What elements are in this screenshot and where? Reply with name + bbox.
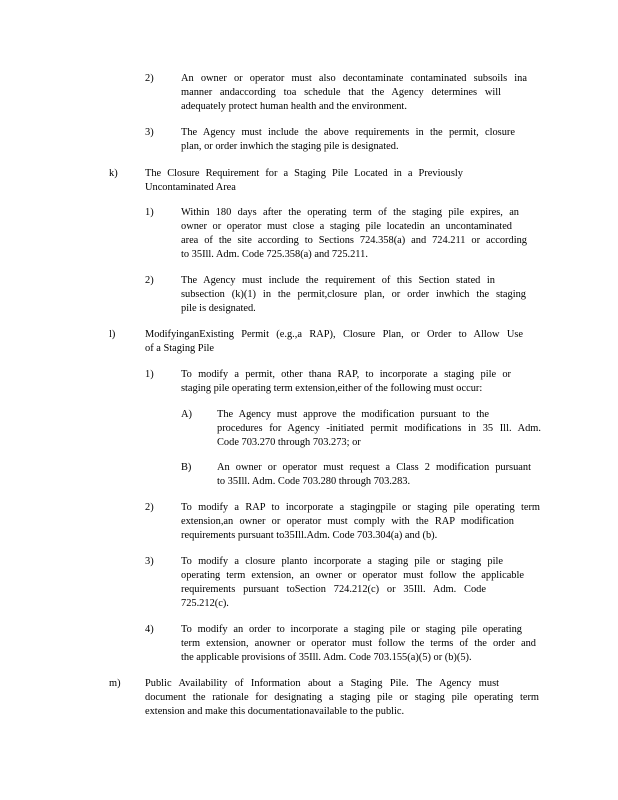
item-label: 2) (145, 275, 154, 286)
text-line: area of the site according to Sections 724.358(a) and 724.211 or according (181, 235, 527, 246)
paragraph (181, 368, 523, 396)
text-line: to 35Ill. Adm. Code 703.280 through 703.283. (217, 476, 411, 487)
section-label: l) (109, 329, 116, 340)
section-heading (145, 328, 523, 356)
text-line: adequately protect human health and the environment. (181, 101, 407, 112)
subitem-label: B) (181, 462, 192, 473)
text-line: extension,an owner or operator must comply with the RAP modification (181, 516, 514, 527)
text-line: An owner or operator must request a Class 2 modification pursuant (217, 462, 531, 473)
paragraph (217, 408, 541, 450)
text-line: term extension, anowner or operator must follow the terms of the order and (181, 638, 536, 649)
text-line: 725.212(c). (181, 598, 229, 609)
paragraph (181, 555, 524, 611)
text-line: To modify a permit, other thana RAP, to incorporate a staging pile or (181, 369, 511, 380)
text-line: subsection (k)(1) in the permit,closure plan, or order inwhich the staging (181, 289, 526, 300)
paragraph (181, 623, 536, 665)
text-line: The Agency must approve the modification pursuant to the (217, 409, 489, 420)
paragraph (217, 461, 531, 489)
text-line: The Agency must include the requirement of this Section stated in (181, 275, 495, 286)
text-line: Code 703.270 through 703.273; or (217, 437, 361, 448)
item-label: 2) (145, 73, 154, 84)
paragraph (145, 677, 539, 719)
text-line: extension and make this documentationavailable to the public. (145, 706, 405, 717)
section-label: k) (109, 168, 118, 179)
paragraph (181, 206, 527, 262)
text-line: plan, or order inwhich the staging pile is designated. (181, 141, 399, 152)
section-heading (145, 167, 463, 195)
paragraph (181, 126, 515, 154)
paragraph (181, 274, 526, 316)
section-label: m) (109, 678, 121, 689)
text-line: Within 180 days after the operating term of the staging pile expires, an (181, 207, 519, 218)
text-line: of a Staging Pile (145, 343, 214, 354)
text-line: The Agency must include the above requirements in the permit, closure (181, 127, 515, 138)
item-label: 2) (145, 502, 154, 513)
paragraph (181, 501, 540, 543)
text-line: Uncontaminated Area (145, 182, 236, 193)
subitem-label: A) (181, 409, 192, 420)
text-line: manner andaccording toa schedule that the Agency determines will (181, 87, 501, 98)
item-label: 1) (145, 207, 154, 218)
text-line: To modify an order to incorporate a staging pile or staging pile operating (181, 624, 522, 635)
text-line: An owner or operator must also decontaminate contaminated subsoils ina (181, 73, 527, 84)
item-label: 1) (145, 369, 154, 380)
item-label: 4) (145, 624, 154, 635)
item-label: 3) (145, 127, 154, 138)
text-line: procedures for Agency -initiated permit modifications in 35 Ill. Adm. (217, 423, 541, 434)
text-line: Public Availability of Information about a Staging Pile. The Agency must (145, 678, 499, 689)
text-line: requirements pursuant to35Ill.Adm. Code 703.304(a) and (b). (181, 530, 438, 541)
text-line: owner or operator must close a staging pile locatedin an uncontaminated (181, 221, 512, 232)
text-line: staging pile operating term extension,either of the following must occur: (181, 383, 483, 394)
text-line: To modify a closure planto incorporate a staging pile or staging pile (181, 556, 503, 567)
item-label: 3) (145, 556, 154, 567)
text-line: the applicable provisions of 35Ill. Adm. Code 703.155(a)(5) or (b)(5). (181, 652, 472, 663)
text-line: to 35Ill. Adm. Code 725.358(a) and 725.211. (181, 249, 368, 260)
text-line: The Closure Requirement for a Staging Pile Located in a Previously (145, 168, 463, 179)
text-line: pile is designated. (181, 303, 256, 314)
text-line: operating term extension, an owner or operator must follow the applicable (181, 570, 524, 581)
text-line: ModifyinganExisting Permit (e.g.,a RAP), Closure Plan, or Order to Allow Use (145, 329, 523, 340)
text-line: requirements pursuant toSection 724.212(c) or 35Ill. Adm. Code (181, 584, 486, 595)
paragraph (181, 72, 527, 114)
text-line: To modify a RAP to incorporate a stagingpile or staging pile operating term (181, 502, 540, 513)
text-line: document the rationale for designating a staging pile or staging pile operating term (145, 692, 539, 703)
